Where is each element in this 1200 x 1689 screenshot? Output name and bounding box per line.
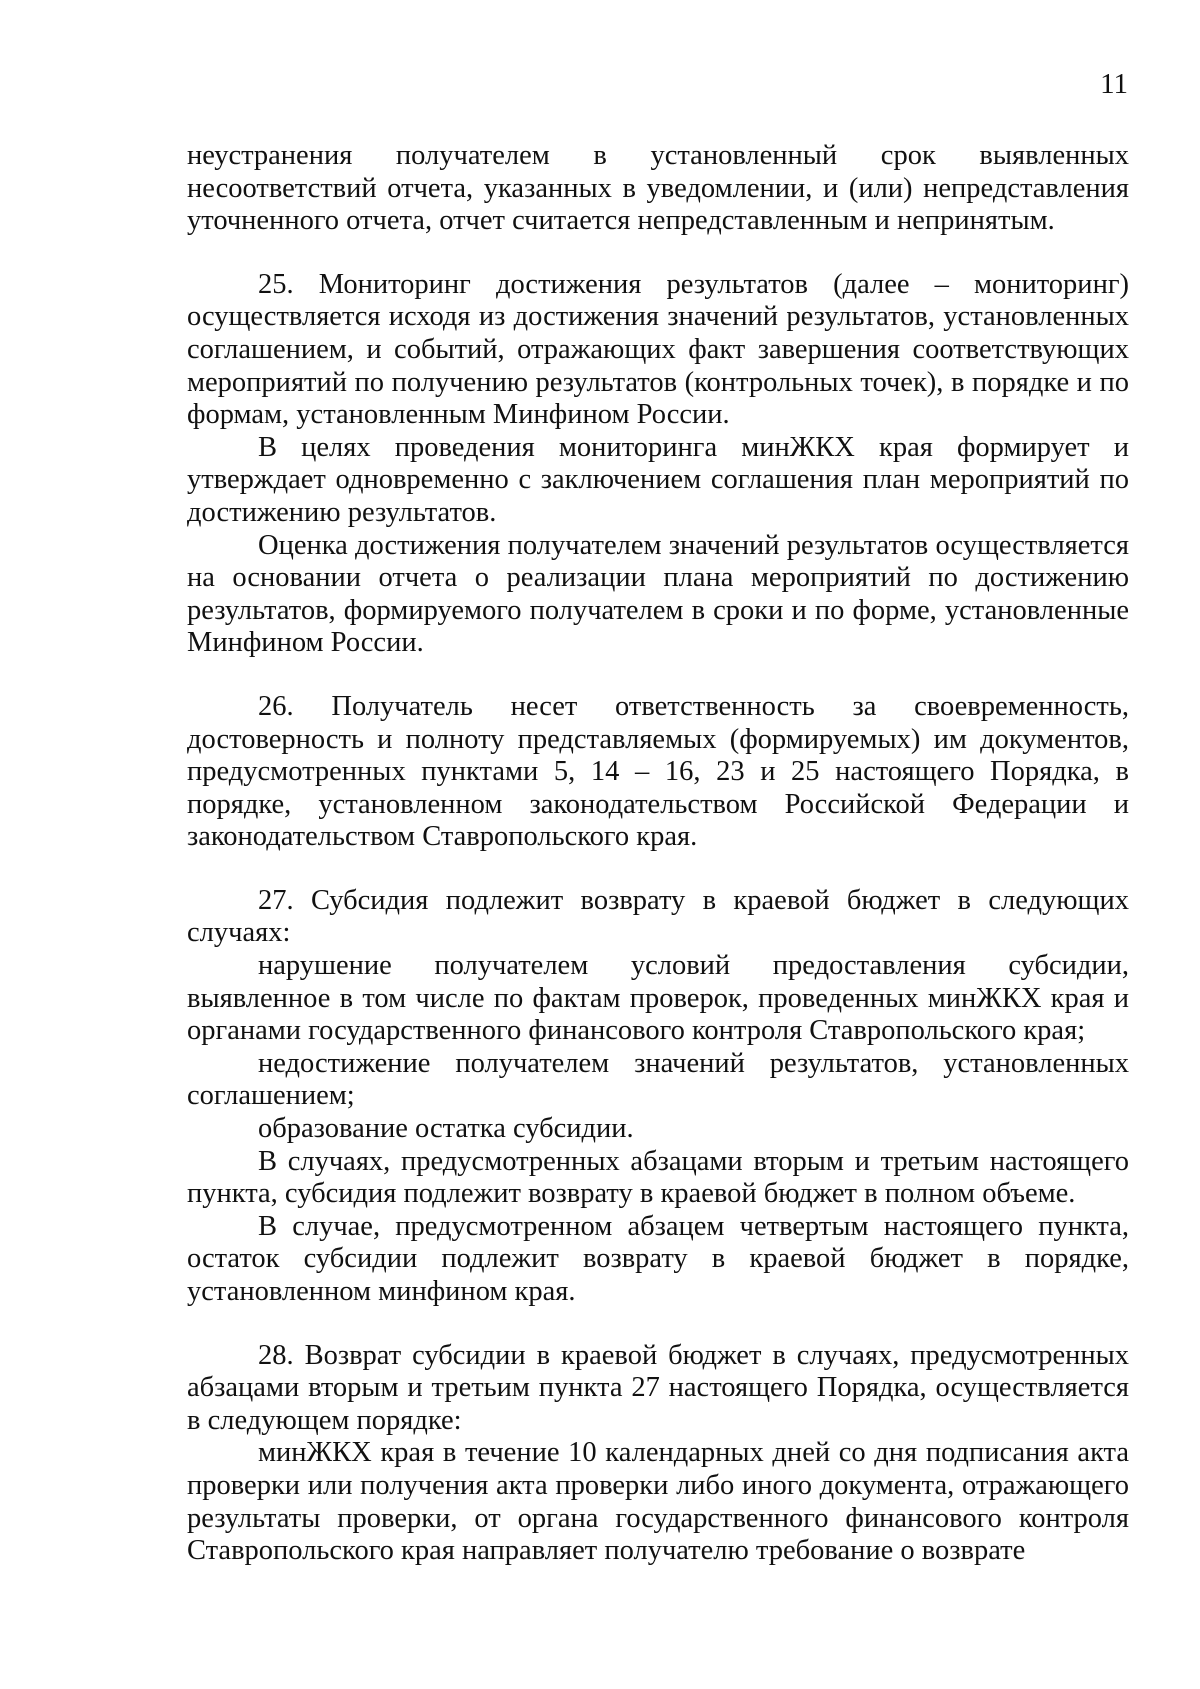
paragraph-case-non-achievement: недостижение получателем значений результатов, установленных соглашением; [187, 1047, 1129, 1112]
paragraph-monitoring-assessment: Оценка достижения получателем значений результатов осуществляется на основании отчета о реализации плана мероприятий по достижению результатов, формируемого получателем в сроки и по форме, установленные Минфином России. [187, 529, 1129, 659]
paragraph-case-remainder: образование остатка субсидии. [258, 1113, 634, 1145]
paragraph-clause-27: 27. Субсидия подлежит возврату в краевой бюджет в следующих случаях: [187, 884, 1129, 949]
paragraph-case-violation: нарушение получателем условий предоставления субсидии, выявленное в том числе по фактам проверок, проведенных минЖКХ края и органами государственного финансового контроля Ставропольского края; [187, 950, 1129, 1047]
paragraph-remainder-return: В случае, предусмотренном абзацем четвертым настоящего пункта, остаток субсидии подлежит возврату в краевой бюджет в порядке, установленном минфином края. [187, 1210, 1129, 1307]
paragraph-clause-25: 25. Мониторинг достижения результатов (далее – мониторинг) осуществляется исходя из достижения значений результатов, установленных соглашением, и событий, отражающих факт завершения соответствующих мероприятий по получению результатов (контрольных точек), в порядке и по формам, установленным Минфином России. [187, 268, 1129, 431]
paragraph-full-return: В случаях, предусмотренных абзацами вторым и третьим настоящего пункта, субсидия подлежит возврату в краевой бюджет в полном объеме. [187, 1145, 1129, 1210]
paragraph-monitoring-plan: В целях проведения мониторинга минЖКХ края формирует и утверждает одновременно с заключением соглашения план мероприятий по достижению результатов. [187, 431, 1129, 528]
document-body [187, 140, 1129, 1568]
paragraph-clause-28: 28. Возврат субсидии в краевой бюджет в случаях, предусмотренных абзацами вторым и третьим пункта 27 настоящего Порядка, осуществляется в следующем порядке: [187, 1339, 1129, 1436]
page-number: 11 [1100, 68, 1128, 100]
paragraph-return-procedure: минЖКХ края в течение 10 календарных дней со дня подписания акта проверки или получения акта проверки либо иного документа, отражающего результаты проверки, от органа государственного финансового контроля Ставропольского края направляет получателю требование о возврате [187, 1437, 1129, 1567]
paragraph-clause-26: 26. Получатель несет ответственность за своевременность, достоверность и полноту представляемых (формируемых) им документов, предусмотренных пунктами 5, 14 – 16, 23 и 25 настоящего Порядка, в порядке, установленном законодательством Российской Федерации и законодательством Ставропольского края. [187, 690, 1129, 853]
paragraph-continuation: неустранения получателем в установленный срок выявленных несоответствий отчета, указанных в уведомлении, и (или) непредставления уточненного отчета, отчет считается непредставленным и непринятым. [187, 140, 1129, 237]
